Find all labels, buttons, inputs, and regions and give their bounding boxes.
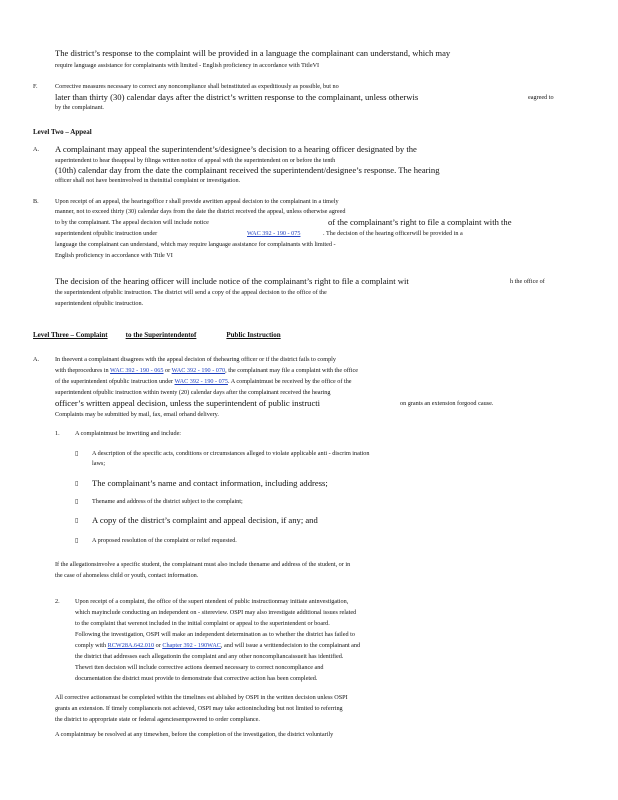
allegation-text-1: If the allegationsinvolve a specific student, the complainant must also include thename and address of the student, or in [55, 561, 351, 568]
ospi-complaint-text-3: of the superintendent ofpublic instruction under WAC 392 - 190 - 075. A complaintmust be received by the office of the [55, 378, 352, 385]
appeal-decision-text-3b: of the complainant’s right to file a complaint with the [328, 217, 512, 227]
level-three-heading: Level Three – Complaint to the Superintendentof Public Instruction [33, 331, 281, 339]
appeal-decision-text-5: language the complainant can understand, which may require language assistance for complainants with limited - [55, 241, 336, 248]
appeal-decision-text-3: to by the complainant. The appeal decision will include notice [55, 219, 209, 226]
response-language-text: The district’s response to the complaint will be provided in a language the complainant can understand, which may [55, 48, 451, 58]
bullet-icon: ▯ [75, 481, 79, 487]
appeal-text-1: A complainant may appeal the superintendent’s/designee’s decision to a hearing officer designated by the [55, 144, 417, 154]
decision-notice-text-1: The decision of the hearing officer will include notice of the complainant’s right to file a complaint wit [55, 276, 409, 286]
item-2-number: 2. [55, 598, 60, 605]
wac-392-190-075-link-2[interactable]: WAC 392 - 190 - 075 [174, 378, 228, 385]
appeal-decision-text-4c: . The decision of the hearing officerwill be provided in a [323, 230, 463, 237]
item-2-text-5: comply with RCW28A.642.010 or Chapter 392 - 190WAC, and will issue a writtendecision to the complainant and [75, 642, 361, 649]
item-2-text-1: Upon receipt of a complaint, the office of the superi ntendent of public instructionmay initiate aninvestigation, [75, 598, 349, 605]
item-2-text-6: the district that addresses each allegationin the complaint and any other noncompliancaissueit has identified. [75, 653, 344, 660]
wac-392-190-070-link[interactable]: WAC 392 - 190 - 070 [171, 367, 226, 374]
corrective-actions-text-3: the district to appropriate state or federal agenciesempowered to order compliance. [55, 716, 260, 723]
appeal-decision-text-4: superintendent ofpublic instruction under [55, 230, 158, 237]
bullet-description-text-2: laws; [92, 460, 106, 467]
complaint-resolved-text: A complaintmay be resolved at any timewhen, before the completion of the investigation, the district voluntarily [55, 731, 334, 738]
bullet-copy-text: A copy of the district’s complaint and appeal decision, if any; and [92, 515, 318, 525]
chapter-392-190-wac-link[interactable]: Chapter 392 - 190WAC [162, 642, 221, 649]
bullet-resolution-text: A proposed resolution of the complaint or relief requested. [92, 537, 237, 544]
bullet-icon: ▯ [75, 518, 79, 524]
appeal-decision-text-6: English proficiency in accordance with Title VI [55, 252, 173, 259]
appeal-text-4: officer shall not have beeninvolved in theinitial complaint or investigation. [55, 177, 241, 184]
ospi-complaint-text-6: Complaints may be submitted by mail, fax, email orhand delivery. [55, 411, 219, 418]
corrective-measures-text-2: later than thirty (30) calendar days after the district’s written response to the complainant, unless otherwis [55, 92, 419, 102]
level-two-heading: Level Two – Appeal [33, 128, 92, 136]
corrective-actions-text-2: grants an extension. If timely complianceis not achieved, OSPI may take actionincluding but not limited to referring [55, 705, 343, 712]
level-two-b-letter: B. [33, 198, 39, 205]
corrective-actions-text-1: All corrective actionsmust be completed within the timelines est ablished by OSPI in the written decision unless OSPI [55, 694, 348, 701]
corrective-measures-text-2b: eagreed to [528, 94, 554, 101]
appeal-text-3: (10th) calendar day from the date the complainant received the superintendent/designee’s response. The hearing [55, 165, 440, 175]
bullet-description-text: A description of the specific acts, conditions or circumstances alleged to violate applicable anti - discrim ination [92, 450, 370, 457]
appeal-text-2: superintendent to hear theappeal by filinga written notice of appeal with the superintendent on or before the tenth [55, 157, 336, 164]
ospi-complaint-text-5b: on grants an extension forgood cause. [400, 400, 494, 407]
item-1-number: 1. [55, 430, 60, 437]
appeal-decision-text-2: manner, not to exceed thirty (30) calendar days from the date the district received the appeal, unless otherwise agreed [55, 208, 346, 215]
rcw-28a-642-010-link[interactable]: RCW28A.642.010 [107, 642, 155, 649]
item-2-text-3: to the complaint that werenot included in the initial complaint or appeal to the superintendent or board. [75, 620, 330, 627]
bullet-district-text: Thename and address of the district subject to the complaint; [92, 498, 243, 505]
item-1-text: A complaintmust be inwriting and include: [75, 430, 182, 437]
section-f-letter: F. [33, 83, 38, 90]
allegation-text-2: the case of ahomeless child or youth, contact information. [55, 572, 199, 579]
response-language-text-cont: require language assistance for complainants with limited - English proficiency in accordance with TitleVI [55, 62, 320, 69]
item-2-text-4: Following the investigation, OSPI will make an independent determination as to whether the district has failed to [75, 631, 355, 638]
corrective-measures-text-3: by the complainant. [55, 104, 104, 111]
item-2-text-7: Thewri tten decision will include corrective actions deemed necessary to correct noncompliance and [75, 664, 324, 671]
bullet-contact-text: The complainant’s name and contact information, including address; [92, 478, 328, 488]
ospi-complaint-text-2: with theprocedures in WAC 392 - 190 - 065 or WAC 392 - 190 - 070, the complainant may file a complaint with the office [55, 367, 358, 374]
ospi-complaint-text-4: superintendent ofpublic instruction within twenty (20) calendar days after the complainant received the hearing [55, 389, 331, 396]
appeal-decision-text-1: Upon receipt of an appeal, the hearingoffice r shall provide awritten appeal decision to the complainant in a timely [55, 198, 339, 205]
wac-392-190-075-link[interactable]: WAC 392 - 190 - 075 [247, 230, 301, 237]
bullet-icon: ▯ [75, 538, 79, 544]
item-2-text-2: which mayinclude conducting an independent on - sitereview. OSPI may also investigate additional issues related [75, 609, 357, 616]
decision-notice-text-3: superintendent ofpublic instruction. [55, 300, 144, 307]
bullet-icon: ▯ [75, 499, 79, 505]
level-two-a-letter: A. [33, 146, 40, 153]
wac-392-190-065-link[interactable]: WAC 392 - 190 - 065 [110, 367, 164, 374]
level-three-a-letter: A. [33, 356, 40, 363]
corrective-measures-text: Corrective measures necessary to correct any noncompliance shall beinstituted as expeditiously as possible, but no [55, 83, 339, 90]
decision-notice-text-2: the superintendent ofpublic instruction. The district will send a copy of the appeal decision to the office of the [55, 289, 327, 296]
ospi-complaint-text-5: officer’s written appeal decision, unless the superintendent of public instructi [55, 398, 321, 408]
decision-notice-text-1b: h the office of [510, 278, 545, 285]
bullet-icon: ▯ [75, 451, 79, 457]
ospi-complaint-text-1: In theevent a complainant disagrees with the appeal decision of thehearing officer or if the district fails to comply [55, 356, 336, 363]
item-2-text-8: documentation the district must provide to demonstrate that corrective action has been completed. [75, 675, 318, 682]
